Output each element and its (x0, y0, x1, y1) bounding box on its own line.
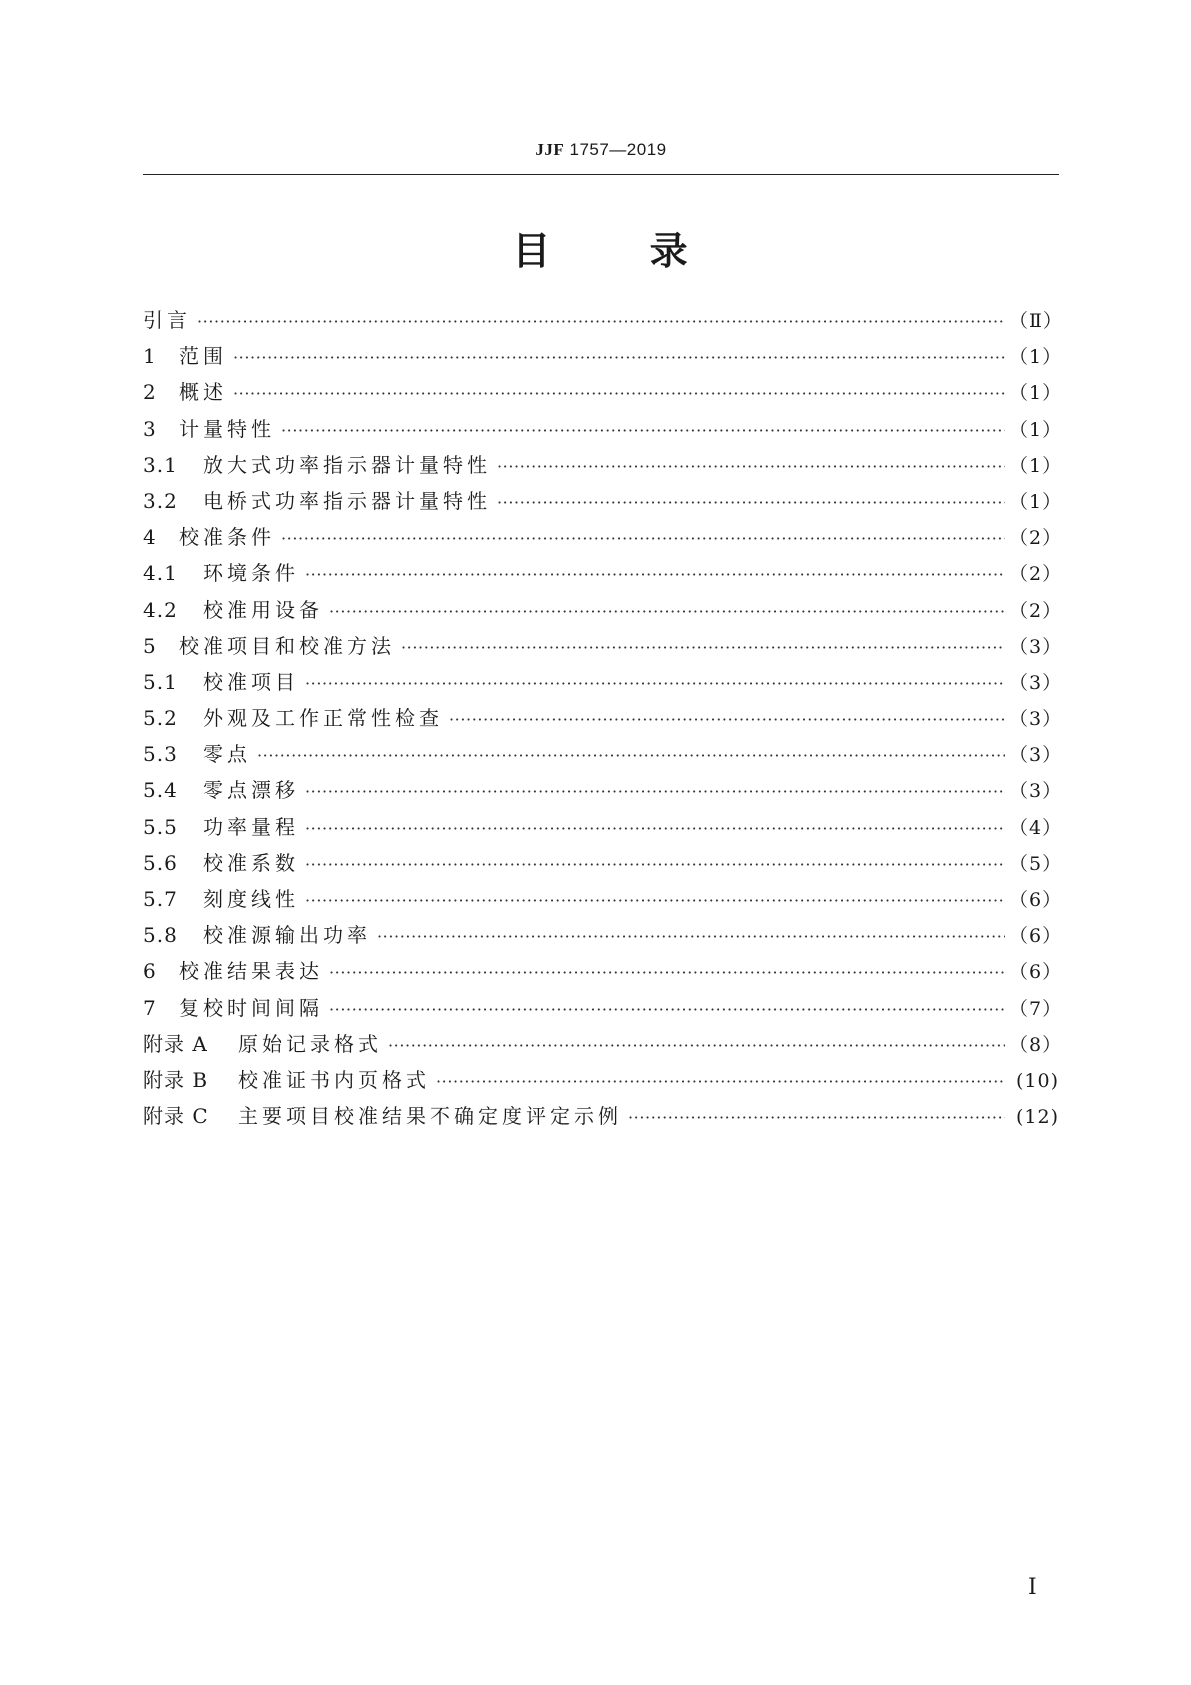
toc-entry-label: 环境条件 (203, 561, 299, 586)
toc-entry-page: （3） (1009, 671, 1063, 694)
toc-dot-leader (305, 774, 1005, 810)
toc-dot-leader (449, 702, 1005, 738)
toc-entry-number: 2 (143, 380, 157, 405)
toc-entry-page: （2） (1009, 563, 1063, 586)
toc-entry[interactable] (143, 1062, 1059, 1098)
toc-entry-number: 3 (143, 416, 157, 441)
toc-entry-page: （1） (1009, 454, 1063, 477)
toc-dot-leader (281, 521, 1005, 557)
toc-entry-page: （3） (1009, 635, 1063, 658)
toc-entry-label: 放大式功率指示器计量特性 (203, 452, 491, 477)
toc-dot-leader (497, 485, 1005, 521)
toc-entry-number: 5.2 (143, 706, 178, 731)
toc-entry-number: 5.7 (143, 887, 178, 911)
toc-entry[interactable] (143, 917, 1063, 953)
toc-dot-leader (305, 883, 1005, 919)
toc-entry[interactable] (143, 447, 1063, 483)
toc-entry[interactable] (143, 338, 1063, 374)
toc-entry-page: （3） (1009, 708, 1063, 731)
toc-entry-number: 3.2 (143, 488, 178, 513)
toc-entry-label: 校准条件 (179, 525, 275, 550)
toc-entry[interactable] (143, 411, 1063, 447)
toc-dot-leader (233, 376, 1005, 412)
toc-entry[interactable] (143, 809, 1063, 845)
running-header (143, 140, 1059, 160)
header-rule (143, 174, 1059, 175)
toc-entry-label: 复校时间间隔 (179, 995, 323, 1020)
toc-dot-leader (257, 738, 1005, 774)
toc-entry-label: 校准系数 (203, 850, 299, 875)
toc-entry[interactable] (143, 302, 1063, 338)
toc-entry-number: 6 (143, 959, 157, 984)
toc-entry-page: （Ⅱ） (1009, 310, 1063, 332)
toc-entry-page: （6） (1009, 889, 1063, 911)
toc-entry-page: (10) (1015, 1069, 1059, 1092)
toc-entry[interactable] (143, 519, 1063, 555)
toc-entry-label: 零点 (203, 742, 251, 767)
toc-entry-page: （2） (1009, 527, 1063, 550)
toc-entry-label: 校准项目和校准方法 (179, 633, 395, 658)
toc-entry-number: 附录 A (143, 1031, 208, 1056)
toc-entry-page: （6） (1009, 925, 1063, 948)
page-number: I (1028, 1575, 1037, 1600)
toc-entry[interactable] (143, 845, 1063, 881)
toc-entry-page: （1） (1009, 490, 1063, 513)
toc-entry-page: （8） (1009, 1033, 1063, 1056)
toc-entry[interactable] (143, 374, 1063, 410)
standard-code: JJF (535, 140, 565, 159)
toc-dot-leader (281, 413, 1005, 449)
toc-entry-label: 功率量程 (203, 814, 299, 839)
toc-entry-page: （1） (1009, 382, 1063, 405)
toc-entry-page: （2） (1009, 599, 1063, 622)
toc-dot-leader (628, 1100, 1005, 1136)
toc-entry-number: 4.2 (143, 597, 178, 622)
toc-dot-leader (197, 304, 1005, 340)
toc-entry[interactable] (143, 990, 1063, 1026)
toc-entry-page: （3） (1009, 780, 1063, 803)
toc-entry[interactable] (143, 592, 1063, 628)
toc-entry-page: （1） (1009, 346, 1063, 369)
toc-entry-number: 5.8 (143, 923, 178, 948)
toc-entry-label: 概述 (179, 380, 227, 405)
toc-entry[interactable] (143, 736, 1063, 772)
toc-entry-number: 5 (143, 633, 157, 658)
toc-entry[interactable] (143, 772, 1063, 808)
toc-entry[interactable] (143, 483, 1063, 519)
toc-entry-number: 附录 C (143, 1104, 209, 1129)
toc-dot-leader (329, 992, 1005, 1028)
toc-dot-leader (305, 666, 1005, 702)
toc-entry-label: 校准源输出功率 (203, 923, 371, 948)
toc-entry[interactable] (143, 1026, 1063, 1062)
toc-entry[interactable] (143, 628, 1063, 664)
toc-entry-number: 5.4 (143, 778, 178, 803)
toc-entry-label: 刻度线性 (203, 887, 299, 911)
toc-entry-number: 5.6 (143, 850, 178, 875)
toc-entry-label: 校准用设备 (203, 597, 323, 622)
toc-entry-label: 零点漂移 (203, 778, 299, 803)
toc-entry[interactable] (143, 555, 1063, 591)
toc-entry-label: 校准结果表达 (179, 959, 323, 984)
toc-entry-page: （1） (1009, 418, 1063, 441)
toc-entry-page: （7） (1009, 997, 1063, 1020)
toc-entry[interactable] (143, 700, 1063, 736)
toc-dot-leader (233, 340, 1005, 376)
toc-entry-label: 主要项目校准结果不确定度评定示例 (238, 1104, 622, 1129)
toc-dot-leader (377, 919, 1005, 955)
toc-entry-label: 原始记录格式 (238, 1031, 382, 1056)
standard-number: 1757—2019 (569, 140, 667, 159)
toc-dot-leader (305, 811, 1005, 847)
toc-entry-page: (12) (1015, 1106, 1059, 1129)
toc-dot-leader (305, 557, 1005, 593)
toc-entry-label: 电桥式功率指示器计量特性 (203, 488, 491, 513)
toc-entry-label: 校准项目 (203, 669, 299, 694)
toc-entry-number: 5.1 (143, 669, 178, 694)
toc-entry-label: 校准证书内页格式 (238, 1067, 430, 1092)
toc-entry-label: 引言 (143, 308, 191, 332)
toc-entry-number: 1 (143, 344, 157, 369)
toc-entry-page: （4） (1009, 816, 1063, 839)
toc-entry-number: 4.1 (143, 561, 178, 586)
toc-dot-leader (497, 449, 1005, 485)
toc-entry[interactable] (143, 664, 1063, 700)
toc-entry-number: 7 (143, 995, 157, 1020)
toc-entry-label: 范围 (179, 344, 227, 369)
toc-dot-leader (305, 847, 1005, 883)
toc-dot-leader (401, 630, 1005, 666)
toc-entry-number: 5.5 (143, 814, 178, 839)
toc-entry-number: 4 (143, 525, 157, 550)
toc-entry-number: 3.1 (143, 452, 178, 477)
toc-entry-page: （3） (1009, 744, 1063, 767)
table-of-contents (143, 302, 1063, 1134)
toc-dot-leader (329, 955, 1005, 991)
toc-entry-label: 计量特性 (179, 416, 275, 441)
toc-dot-leader (329, 594, 1005, 630)
toc-entry-label: 外观及工作正常性检查 (203, 706, 443, 731)
toc-dot-leader (436, 1064, 1005, 1100)
toc-entry-page: （6） (1009, 961, 1063, 984)
toc-entry-number: 附录 B (143, 1067, 209, 1092)
toc-entry-page: （5） (1009, 852, 1063, 875)
toc-dot-leader (388, 1028, 1005, 1064)
page-title: 目 录 (512, 229, 690, 273)
toc-entry-number: 5.3 (143, 742, 178, 767)
toc-entry[interactable] (143, 881, 1063, 917)
toc-entry[interactable] (143, 1098, 1059, 1134)
toc-entry[interactable] (143, 953, 1063, 989)
